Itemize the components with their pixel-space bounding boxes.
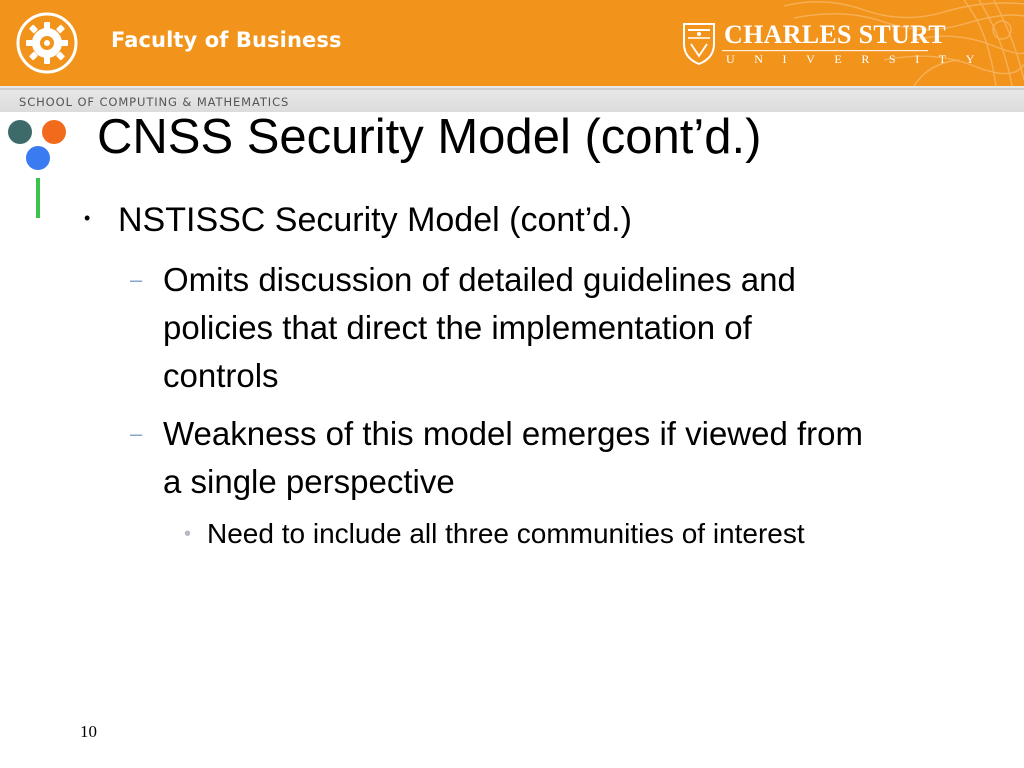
- university-subtitle: UNIVERSITY: [726, 52, 994, 66]
- dash-marker: –: [130, 267, 143, 292]
- school-strip-divider: [0, 88, 1024, 90]
- dash-marker: –: [130, 421, 143, 446]
- bullet-marker: •: [184, 523, 192, 545]
- blue-dot: [26, 146, 50, 170]
- decorative-dots: [6, 118, 72, 222]
- university-name: CHARLES STURT: [724, 20, 946, 49]
- faculty-title: Faculty of Business: [111, 28, 342, 52]
- bullet-text-line: controls: [163, 357, 279, 394]
- school-name: SCHOOL OF COMPUTING & MATHEMATICS: [19, 95, 290, 109]
- header-banner: [0, 0, 1024, 86]
- page-number: 10: [80, 722, 97, 741]
- bullet-text: NSTISSC Security Model (cont’d.): [118, 201, 632, 239]
- orange-dot: [42, 120, 66, 144]
- bullet-text-line: a single perspective: [163, 463, 455, 500]
- bullet-marker: •: [84, 208, 91, 228]
- bullet-text-line: Omits discussion of detailed guidelines and: [163, 261, 796, 298]
- teal-dot: [8, 120, 32, 144]
- bullet-text-line: Weakness of this model emerges if viewed from: [163, 415, 864, 452]
- bullet-text-line: policies that direct the implementation of: [163, 309, 752, 346]
- green-bar: [36, 178, 40, 218]
- gear-cluster-icon: [14, 10, 80, 76]
- slide-title: CNSS Security Model (cont’d.): [97, 110, 762, 164]
- bullet-text: Need to include all three communities of interest: [207, 518, 805, 549]
